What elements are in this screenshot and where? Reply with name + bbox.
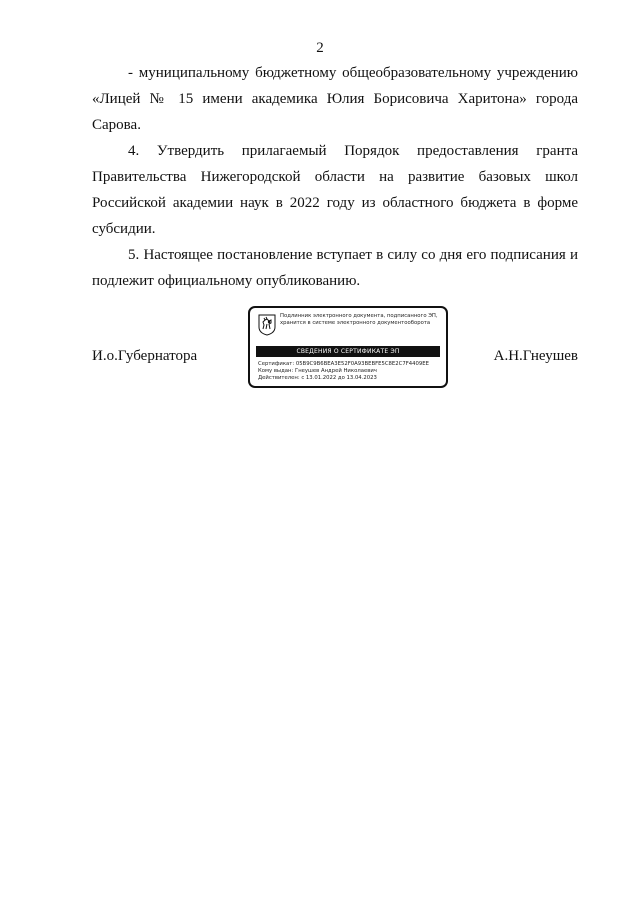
deer-emblem-icon	[258, 314, 276, 336]
signatory-name: А.Н.Гнеушев	[493, 348, 578, 364]
stamp-note	[280, 313, 445, 327]
electronic-signature-stamp	[248, 306, 448, 388]
page-number: 2	[316, 40, 324, 56]
stamp-note-line: Подлинник электронного документа, подписанного ЭП,	[280, 313, 438, 319]
certificate-validity: Действителен: с 13.01.2022 до 13.04.2023	[258, 374, 377, 381]
paragraph-item-4: 4. Утвердить прилагаемый Порядок предоставления гранта Правительства Нижегородской области на развитие базовых школ Российской академии наук в 2022 году из областного бюджета в форме субсидии.	[92, 143, 578, 237]
stamp-note-line: хранится в системе электронного документооборота	[280, 320, 431, 326]
stamp-title: СВЕДЕНИЯ О СЕРТИФИКАТЕ ЭП	[256, 346, 440, 357]
certificate-number: Сертификат: 05B9C9B6BEA3E52F0A93BEBFE5C8E2C7F4409EE	[258, 361, 429, 367]
certificate-owner: Кому выдан: Гнеушев Андрей Николаевич	[258, 367, 377, 374]
paragraph-lyceum: - муниципальному бюджетному общеобразовательному учреждению «Лицей № 15 имени академика Юлия Борисовича Харитона» города Сарова.	[92, 65, 578, 133]
stamp-details	[258, 361, 442, 381]
document-body	[92, 60, 578, 294]
paragraph-item-5: 5. Настоящее постановление вступает в силу со дня его подписания и подлежит официальному опубликованию.	[92, 247, 578, 289]
signatory-position: И.о.Губернатора	[92, 348, 198, 364]
signature-block	[92, 306, 578, 390]
